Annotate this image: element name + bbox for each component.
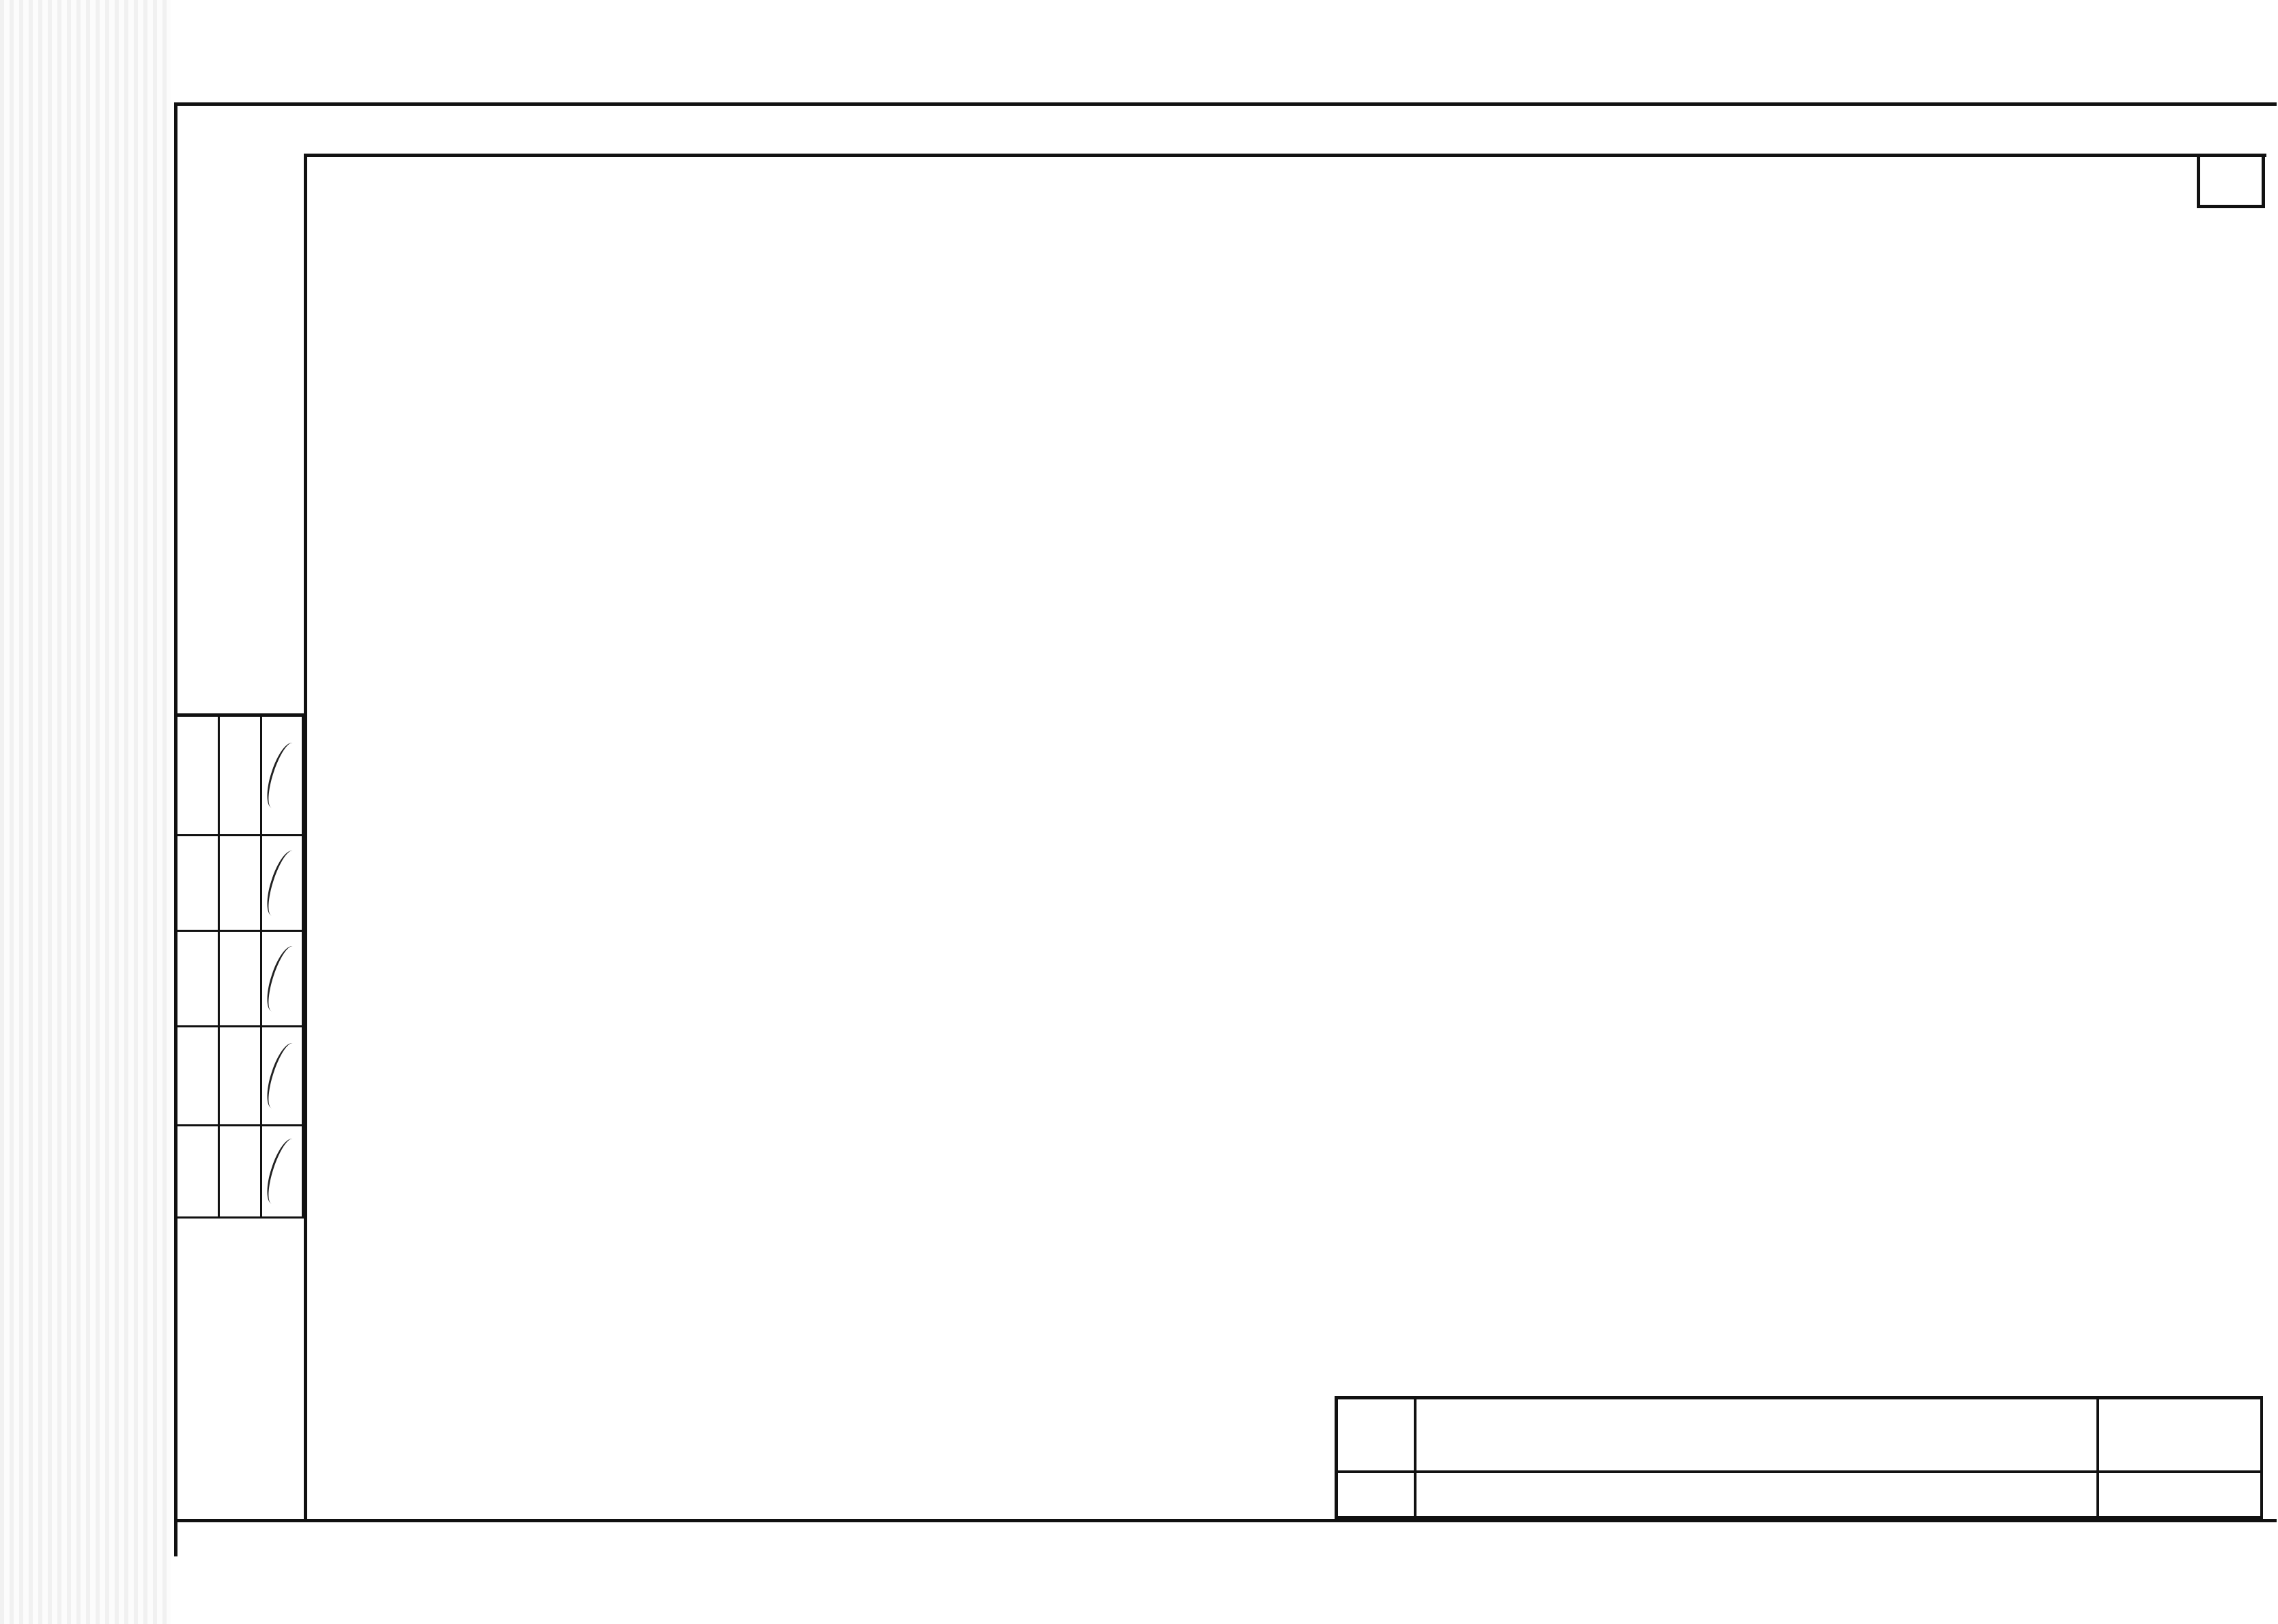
title-block-year	[1338, 1473, 1416, 1519]
title-block-code	[1338, 1399, 1416, 1473]
stamp-name-cell	[220, 717, 262, 836]
stamp-organization	[177, 1219, 304, 1522]
signature-mark	[262, 1135, 303, 1207]
stamp-signature-cell	[262, 1126, 304, 1219]
approval-stamp	[177, 713, 304, 1519]
page-number	[2197, 154, 2265, 208]
stamp-name-cell	[220, 932, 262, 1027]
right-text-column	[1331, 167, 2232, 174]
stamp-name-cell	[220, 836, 262, 932]
stamp-signature-cell	[262, 932, 304, 1027]
stamp-name-cell	[220, 1126, 262, 1219]
signature-mark	[262, 739, 303, 811]
title-block-series	[2099, 1399, 2263, 1473]
stamp-signature-cell	[262, 836, 304, 932]
frame-bottom-line	[174, 1519, 2277, 1522]
scanned-binding-edge	[0, 0, 171, 1624]
signature-mark	[262, 943, 303, 1014]
title-block	[1335, 1396, 2263, 1519]
stamp-signature-cell	[262, 717, 304, 836]
title-block-title	[1416, 1473, 2099, 1519]
stamp-role-cell	[177, 717, 220, 836]
signature-mark	[262, 1040, 303, 1111]
stamp-role-cell	[177, 1027, 220, 1126]
stamp-role-cell	[177, 836, 220, 932]
stamp-role-cell	[177, 1126, 220, 1219]
stamp-grid	[177, 717, 304, 1219]
stamp-signature-cell	[262, 1027, 304, 1126]
stamp-role-cell	[177, 932, 220, 1027]
stamp-name-cell	[220, 1027, 262, 1126]
signature-mark	[262, 847, 303, 919]
title-block-sheet	[2099, 1473, 2263, 1519]
frame-top-line	[174, 102, 2277, 106]
title-block-description	[1416, 1399, 2099, 1473]
drawing-frame	[304, 154, 2266, 1522]
